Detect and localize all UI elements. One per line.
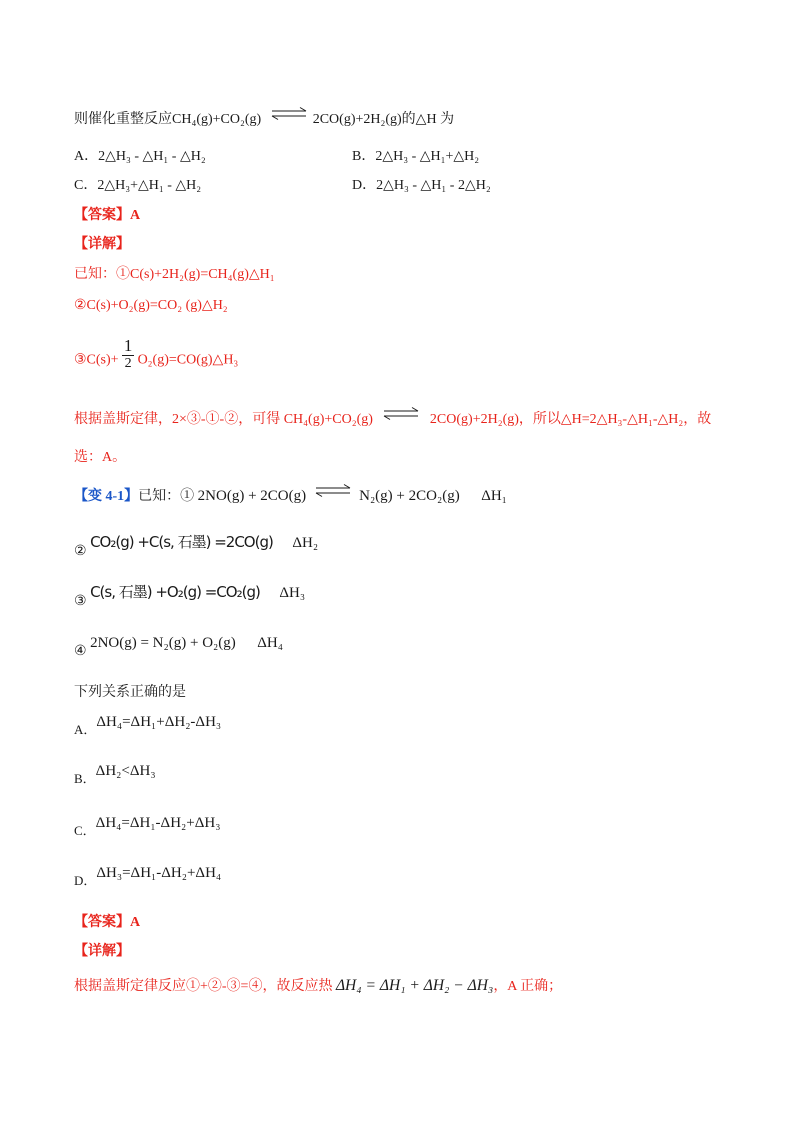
- explanation-part3: 选：A。: [74, 450, 127, 465]
- q4-known-eq1: [74, 265, 275, 285]
- equation-1: ①C(s)+2H₂(g)=CH₄(g)△H₁: [116, 267, 275, 282]
- known-prefix: 已知：: [74, 267, 116, 282]
- answer-value: A: [130, 208, 141, 223]
- v41-eq4-text: 2NO(g) = N₂(g) + O₂(g): [90, 635, 236, 651]
- q4-option-c: C．2△H₃+△H₁ - △H₂: [74, 178, 202, 193]
- option-expression: ΔH₂<ΔH₃: [95, 763, 156, 779]
- equilibrium-arrow-icon: [269, 107, 309, 121]
- equilibrium-arrow-icon: [314, 484, 352, 498]
- v41-eq4: [74, 633, 283, 659]
- q4-stem: [74, 107, 454, 130]
- equilibrium-arrow-icon: [380, 407, 422, 421]
- v41-heading: [74, 484, 507, 507]
- q4-option-a: A．2△H₃ - △H₁ - △H₂: [74, 149, 206, 164]
- answer-tag: 【答案】: [74, 915, 130, 930]
- v41-eq4-num: ④: [74, 644, 87, 659]
- v41-eq3: [74, 582, 306, 609]
- v41-eq3-dh: ΔH₃: [279, 585, 306, 601]
- option-letter: C．: [74, 823, 96, 838]
- v41-question: 下列关系正确的是: [74, 685, 186, 700]
- option-letter: D．: [74, 873, 97, 888]
- equation-3-right: O₂(g)=CO(g)△H₃: [137, 352, 239, 368]
- fraction-numerator: 1: [123, 336, 133, 355]
- half-fraction: [122, 337, 134, 372]
- v41-option-c: [74, 813, 221, 838]
- v41-eq2-text: CO₂(g) +C(s, 石墨) =2CO(g): [90, 533, 273, 551]
- fraction-denominator: 2: [122, 355, 134, 372]
- explanation-part1: 根据盖斯定律，2×③-①-②，可得 CH₄(g)+CO₂(g): [74, 412, 373, 427]
- option-expression: ΔH₄=ΔH₁-ΔH₂+ΔH₃: [95, 815, 221, 831]
- v41-explanation: [74, 976, 562, 997]
- option-letter: A．: [74, 722, 97, 737]
- variant-tag: 【变 4-1】: [74, 489, 139, 504]
- q4-option-b: B．2△H₃ - △H₁+△H₂: [352, 149, 480, 164]
- v41-known: 已知：①: [138, 489, 195, 504]
- v41-option-a: [74, 712, 222, 737]
- v41-answer: [74, 913, 140, 933]
- v41-detail-tag: 【详解】: [74, 944, 130, 959]
- explanation-part2: 2CO(g)+2H₂(g)，所以△H=2△H₃-△H₁-△H₂，故: [429, 412, 712, 427]
- v41-eq1-right: N₂(g) + 2CO₂(g): [359, 488, 460, 504]
- equation-3-left: ③C(s)+: [74, 352, 119, 368]
- q4-stem-prefix: 则催化重整反应: [74, 112, 172, 127]
- option-letter: B．: [74, 771, 96, 786]
- answer-value: A: [130, 915, 141, 930]
- answer-tag: 【答案】: [74, 208, 130, 223]
- v41-eq2-dh: ΔH₂: [292, 535, 319, 551]
- v41-option-d: [74, 863, 222, 888]
- v41-eq4-dh: ΔH₄: [257, 635, 283, 651]
- explanation-suffix: ，A 正确；: [493, 979, 563, 994]
- v41-eq3-num: ③: [74, 594, 87, 609]
- q4-answer: [74, 206, 140, 226]
- q4-stem-reactants: CH₄(g)+CO₂(g): [172, 112, 262, 127]
- q4-eq3: [74, 336, 239, 378]
- v41-option-b: [74, 761, 156, 786]
- v41-eq3-text: C(s, 石墨) +O₂(g) =CO₂(g): [90, 583, 260, 601]
- q4-detail-tag: 【详解】: [74, 237, 130, 252]
- q4-stem-products: 2CO(g)+2H₂(g)的△H 为: [312, 112, 455, 127]
- explanation-prefix: 根据盖斯定律反应①+②-③=④，故反应热: [74, 979, 333, 994]
- explanation-expression: ΔH₄ = ΔH₁ + ΔH₂ − ΔH₃: [335, 977, 494, 994]
- v41-eq1-dh: ΔH₁: [481, 488, 507, 504]
- q4-eq2: ②C(s)+O₂(g)=CO₂ (g)△H₂: [74, 298, 228, 313]
- v41-eq1-left: 2NO(g) + 2CO(g): [197, 488, 307, 504]
- q4-option-d: D．2△H₃ - △H₁ - 2△H₂: [352, 178, 491, 193]
- option-expression: ΔH₃=ΔH₁-ΔH₂+ΔH₄: [96, 865, 222, 881]
- option-expression: ΔH₄=ΔH₁+ΔH₂-ΔH₃: [96, 714, 222, 730]
- v41-eq2-num: ②: [74, 544, 87, 559]
- v41-eq2: [74, 532, 319, 559]
- q4-explanation: [74, 407, 711, 430]
